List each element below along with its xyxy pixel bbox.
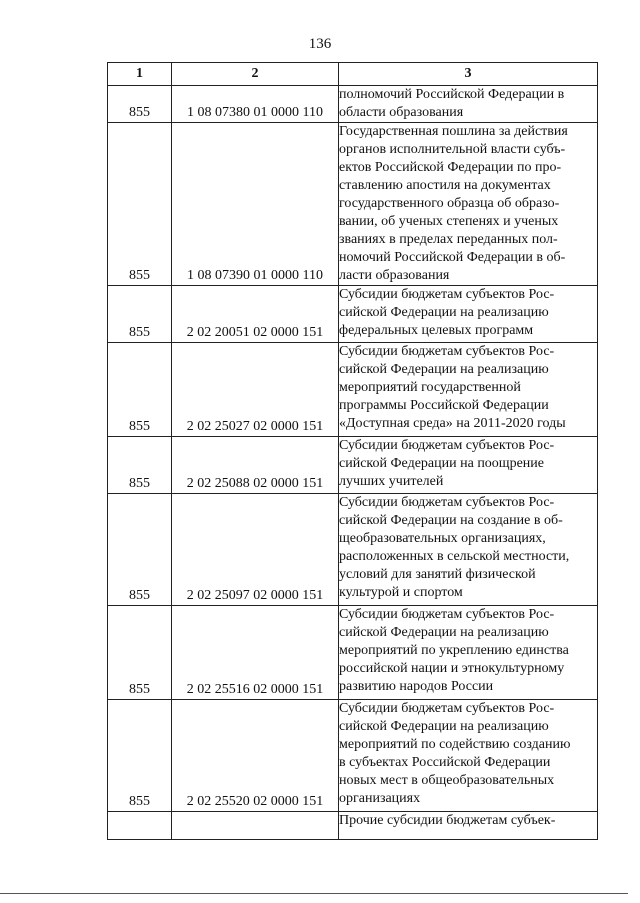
admin-code-cell: 855 bbox=[108, 123, 172, 286]
admin-code-cell: 855 bbox=[108, 606, 172, 700]
page-number: 136 bbox=[308, 36, 332, 52]
table-row bbox=[108, 123, 598, 286]
budget-code-cell: 2 02 25516 02 0000 151 bbox=[172, 606, 339, 700]
budget-codes-table bbox=[107, 62, 598, 840]
description-cell: Прочие субсидии бюджетам субъек- bbox=[339, 812, 598, 840]
table-row bbox=[108, 494, 598, 606]
table-row bbox=[108, 812, 598, 840]
admin-code-cell: 855 bbox=[108, 343, 172, 437]
description-cell: Субсидии бюджетам субъектов Рос- сийской Федерации на поощрение лучших учителей bbox=[339, 437, 598, 494]
description-cell: Субсидии бюджетам субъектов Рос- сийской Федерации на реализацию мероприятий по укреплению единства российской нации и этнокультурному развитию народов России bbox=[339, 606, 598, 700]
table-row bbox=[108, 286, 598, 343]
budget-code-cell bbox=[172, 812, 339, 840]
budget-code-cell: 2 02 25088 02 0000 151 bbox=[172, 437, 339, 494]
budget-code-cell: 1 08 07380 01 0000 110 bbox=[172, 86, 339, 123]
budget-code-cell: 2 02 25027 02 0000 151 bbox=[172, 343, 339, 437]
column-header-2: 2 bbox=[172, 63, 339, 86]
table-row bbox=[108, 606, 598, 700]
table-row bbox=[108, 86, 598, 123]
admin-code-cell bbox=[108, 812, 172, 840]
admin-code-cell: 855 bbox=[108, 494, 172, 606]
description-cell: Государственная пошлина за действия органов исполнительной власти субъ- ектов Российской Федерации по про- ставлению апостиля на документах государственного образца об образо- вании, об ученых степенях и ученых званиях в пределах переданных пол- номочий Российской Федерации в об- ласти образования bbox=[339, 123, 598, 286]
description-cell: Субсидии бюджетам субъектов Рос- сийской Федерации на реализацию мероприятий по содействию созданию в субъектах Российской Федерации новых мест в общеобразовательных организациях bbox=[339, 700, 598, 812]
budget-code-cell: 2 02 25520 02 0000 151 bbox=[172, 700, 339, 812]
admin-code-cell: 855 bbox=[108, 700, 172, 812]
description-cell: Субсидии бюджетам субъектов Рос- сийской Федерации на реализацию мероприятий государственной программы Российской Федерации «Доступная среда» на 2011-2020 годы bbox=[339, 343, 598, 437]
table-header-row bbox=[108, 63, 598, 86]
admin-code-cell: 855 bbox=[108, 286, 172, 343]
description-cell: Субсидии бюджетам субъектов Рос- сийской Федерации на реализацию федеральных целевых программ bbox=[339, 286, 598, 343]
budget-code-cell: 1 08 07390 01 0000 110 bbox=[172, 123, 339, 286]
description-cell: Субсидии бюджетам субъектов Рос- сийской Федерации на создание в об- щеобразовательных организациях, расположенных в сельской местности, условий для занятий физической культурой и спортом bbox=[339, 494, 598, 606]
admin-code-cell: 855 bbox=[108, 437, 172, 494]
table-row bbox=[108, 437, 598, 494]
admin-code-cell: 855 bbox=[108, 86, 172, 123]
budget-code-cell: 2 02 20051 02 0000 151 bbox=[172, 286, 339, 343]
column-header-3: 3 bbox=[339, 63, 598, 86]
column-header-1: 1 bbox=[108, 63, 172, 86]
table-row bbox=[108, 700, 598, 812]
description-cell: полномочий Российской Федерации в области образования bbox=[339, 86, 598, 123]
page-bottom-rule bbox=[0, 893, 628, 894]
budget-code-cell: 2 02 25097 02 0000 151 bbox=[172, 494, 339, 606]
table-row bbox=[108, 343, 598, 437]
